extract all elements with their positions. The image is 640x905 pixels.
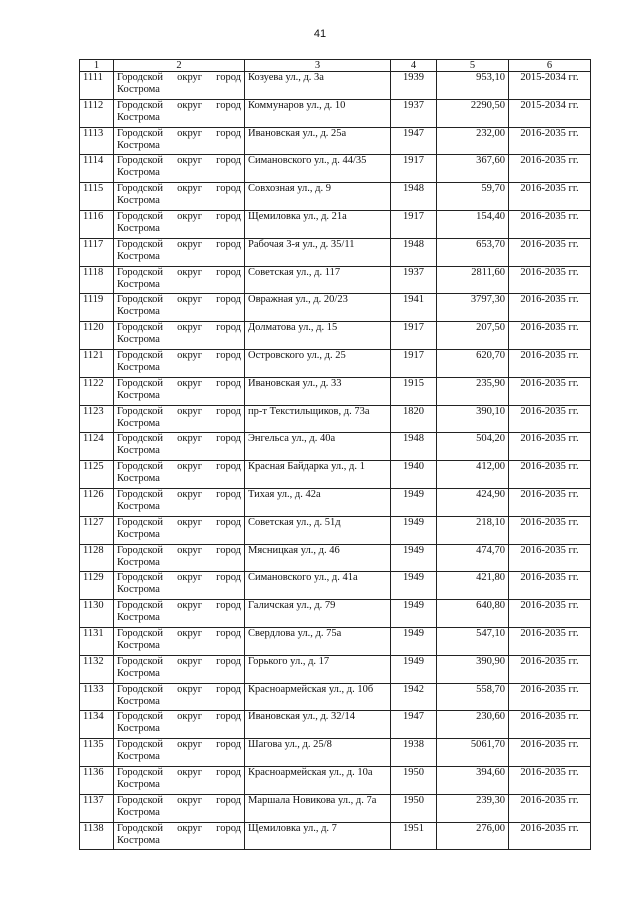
period-cell: 2016-2035 гг. (509, 683, 591, 711)
row-number: 1135 (80, 739, 114, 767)
table-row (80, 711, 591, 739)
year-cell: 1915 (391, 377, 437, 405)
table-row (80, 627, 591, 655)
area-cell: 154,40 (437, 210, 509, 238)
period-cell: 2016-2035 гг. (509, 711, 591, 739)
column-number-row (80, 60, 591, 72)
area-cell: 2811,60 (437, 266, 509, 294)
table-row (80, 155, 591, 183)
row-number: 1129 (80, 572, 114, 600)
year-cell: 1917 (391, 210, 437, 238)
table-row (80, 405, 591, 433)
table-row (80, 572, 591, 600)
municipality-cell: Городской округ город Кострома (114, 433, 245, 461)
row-number: 1125 (80, 461, 114, 489)
table-row (80, 266, 591, 294)
municipality-cell: Городской округ город Кострома (114, 488, 245, 516)
address-cell: Ивановская ул., д. 33 (245, 377, 391, 405)
period-cell: 2016-2035 гг. (509, 516, 591, 544)
table-row (80, 127, 591, 155)
row-number: 1120 (80, 322, 114, 350)
area-cell: 547,10 (437, 627, 509, 655)
municipality-cell: Городской округ город Кострома (114, 544, 245, 572)
municipality-cell: Городской округ город Кострома (114, 72, 245, 100)
period-cell: 2016-2035 гг. (509, 210, 591, 238)
row-number: 1138 (80, 822, 114, 850)
municipality-cell: Городской округ город Кострома (114, 627, 245, 655)
period-cell: 2016-2035 гг. (509, 349, 591, 377)
column-header: 5 (437, 60, 509, 72)
row-number: 1111 (80, 72, 114, 100)
year-cell: 1937 (391, 99, 437, 127)
address-cell: Тихая ул., д. 42а (245, 488, 391, 516)
address-cell: Ивановская ул., д. 25а (245, 127, 391, 155)
year-cell: 1950 (391, 794, 437, 822)
area-cell: 421,80 (437, 572, 509, 600)
period-cell: 2016-2035 гг. (509, 322, 591, 350)
address-cell: Красная Байдарка ул., д. 1 (245, 461, 391, 489)
municipality-cell: Городской округ город Кострома (114, 322, 245, 350)
period-cell: 2016-2035 гг. (509, 739, 591, 767)
column-header: 3 (245, 60, 391, 72)
table-row (80, 766, 591, 794)
table-row (80, 238, 591, 266)
year-cell: 1939 (391, 72, 437, 100)
area-cell: 232,00 (437, 127, 509, 155)
municipality-cell: Городской округ город Кострома (114, 349, 245, 377)
address-cell: Коммунаров ул., д. 10 (245, 99, 391, 127)
table-row (80, 377, 591, 405)
row-number: 1119 (80, 294, 114, 322)
year-cell: 1949 (391, 627, 437, 655)
area-cell: 390,90 (437, 655, 509, 683)
address-cell: пр-т Текстильщиков, д. 73а (245, 405, 391, 433)
address-cell: Козуева ул., д. 3а (245, 72, 391, 100)
year-cell: 1948 (391, 433, 437, 461)
period-cell: 2015-2034 гг. (509, 72, 591, 100)
address-cell: Свердлова ул., д. 75а (245, 627, 391, 655)
area-cell: 558,70 (437, 683, 509, 711)
year-cell: 1949 (391, 544, 437, 572)
area-cell: 390,10 (437, 405, 509, 433)
period-cell: 2016-2035 гг. (509, 544, 591, 572)
row-number: 1117 (80, 238, 114, 266)
address-cell: Советская ул., д. 51д (245, 516, 391, 544)
year-cell: 1948 (391, 183, 437, 211)
table-row (80, 433, 591, 461)
period-cell: 2016-2035 гг. (509, 433, 591, 461)
municipality-cell: Городской округ город Кострома (114, 822, 245, 850)
row-number: 1112 (80, 99, 114, 127)
year-cell: 1948 (391, 238, 437, 266)
table-row (80, 461, 591, 489)
year-cell: 1949 (391, 572, 437, 600)
page-number: 41 (313, 28, 327, 40)
municipality-cell: Городской округ город Кострома (114, 572, 245, 600)
area-cell: 412,00 (437, 461, 509, 489)
year-cell: 1941 (391, 294, 437, 322)
row-number: 1115 (80, 183, 114, 211)
table-row (80, 600, 591, 628)
address-cell: Советская ул., д. 117 (245, 266, 391, 294)
row-number: 1123 (80, 405, 114, 433)
municipality-cell: Городской округ город Кострома (114, 294, 245, 322)
area-cell: 474,70 (437, 544, 509, 572)
table-row (80, 739, 591, 767)
table-row (80, 72, 591, 100)
area-cell: 3797,30 (437, 294, 509, 322)
area-cell: 207,50 (437, 322, 509, 350)
row-number: 1136 (80, 766, 114, 794)
period-cell: 2016-2035 гг. (509, 794, 591, 822)
row-number: 1128 (80, 544, 114, 572)
municipality-cell: Городской округ город Кострома (114, 766, 245, 794)
year-cell: 1917 (391, 349, 437, 377)
row-number: 1130 (80, 600, 114, 628)
address-cell: Симановского ул., д. 41а (245, 572, 391, 600)
year-cell: 1949 (391, 516, 437, 544)
period-cell: 2016-2035 гг. (509, 655, 591, 683)
year-cell: 1940 (391, 461, 437, 489)
period-cell: 2016-2035 гг. (509, 377, 591, 405)
address-cell: Долматова ул., д. 15 (245, 322, 391, 350)
year-cell: 1947 (391, 711, 437, 739)
municipality-cell: Городской округ город Кострома (114, 655, 245, 683)
municipality-cell: Городской округ город Кострома (114, 794, 245, 822)
period-cell: 2016-2035 гг. (509, 238, 591, 266)
municipality-cell: Городской округ город Кострома (114, 461, 245, 489)
table-row (80, 683, 591, 711)
area-cell: 394,60 (437, 766, 509, 794)
address-cell: Островского ул., д. 25 (245, 349, 391, 377)
table-row (80, 822, 591, 850)
area-cell: 653,70 (437, 238, 509, 266)
table-row (80, 516, 591, 544)
year-cell: 1938 (391, 739, 437, 767)
table-row (80, 183, 591, 211)
municipality-cell: Городской округ город Кострома (114, 739, 245, 767)
year-cell: 1950 (391, 766, 437, 794)
period-cell: 2016-2035 гг. (509, 294, 591, 322)
area-cell: 276,00 (437, 822, 509, 850)
area-cell: 620,70 (437, 349, 509, 377)
row-number: 1121 (80, 349, 114, 377)
municipality-cell: Городской округ город Кострома (114, 99, 245, 127)
address-cell: Горького ул., д. 17 (245, 655, 391, 683)
row-number: 1122 (80, 377, 114, 405)
row-number: 1132 (80, 655, 114, 683)
address-cell: Мясницкая ул., д. 46 (245, 544, 391, 572)
area-cell: 504,20 (437, 433, 509, 461)
year-cell: 1949 (391, 655, 437, 683)
municipality-cell: Городской округ город Кострома (114, 683, 245, 711)
municipality-cell: Городской округ город Кострома (114, 155, 245, 183)
year-cell: 1942 (391, 683, 437, 711)
area-cell: 2290,50 (437, 99, 509, 127)
table-row (80, 210, 591, 238)
year-cell: 1937 (391, 266, 437, 294)
address-cell: Ивановская ул., д. 32/14 (245, 711, 391, 739)
row-number: 1124 (80, 433, 114, 461)
year-cell: 1947 (391, 127, 437, 155)
address-cell: Энгельса ул., д. 40а (245, 433, 391, 461)
area-cell: 230,60 (437, 711, 509, 739)
row-number: 1118 (80, 266, 114, 294)
period-cell: 2016-2035 гг. (509, 600, 591, 628)
address-cell: Рабочая 3-я ул., д. 35/11 (245, 238, 391, 266)
address-cell: Совхозная ул., д. 9 (245, 183, 391, 211)
address-cell: Шагова ул., д. 25/8 (245, 739, 391, 767)
area-cell: 218,10 (437, 516, 509, 544)
address-cell: Красноармейская ул., д. 10а (245, 766, 391, 794)
period-cell: 2016-2035 гг. (509, 405, 591, 433)
period-cell: 2016-2035 гг. (509, 155, 591, 183)
municipality-cell: Городской округ город Кострома (114, 405, 245, 433)
column-header: 2 (114, 60, 245, 72)
table-row (80, 294, 591, 322)
table-row (80, 794, 591, 822)
row-number: 1126 (80, 488, 114, 516)
municipality-cell: Городской округ город Кострома (114, 516, 245, 544)
period-cell: 2016-2035 гг. (509, 461, 591, 489)
municipality-cell: Городской округ город Кострома (114, 600, 245, 628)
table-row (80, 488, 591, 516)
area-cell: 5061,70 (437, 739, 509, 767)
address-cell: Овражная ул., д. 20/23 (245, 294, 391, 322)
year-cell: 1949 (391, 600, 437, 628)
period-cell: 2016-2035 гг. (509, 127, 591, 155)
address-cell: Красноармейская ул., д. 10б (245, 683, 391, 711)
row-number: 1116 (80, 210, 114, 238)
year-cell: 1951 (391, 822, 437, 850)
row-number: 1134 (80, 711, 114, 739)
area-cell: 640,80 (437, 600, 509, 628)
address-cell: Симановского ул., д. 44/35 (245, 155, 391, 183)
table-row (80, 322, 591, 350)
row-number: 1137 (80, 794, 114, 822)
municipality-cell: Городской округ город Кострома (114, 127, 245, 155)
row-number: 1133 (80, 683, 114, 711)
municipality-cell: Городской округ город Кострома (114, 377, 245, 405)
year-cell: 1820 (391, 405, 437, 433)
period-cell: 2016-2035 гг. (509, 822, 591, 850)
municipality-cell: Городской округ город Кострома (114, 238, 245, 266)
period-cell: 2016-2035 гг. (509, 488, 591, 516)
row-number: 1131 (80, 627, 114, 655)
address-cell: Щемиловка ул., д. 21а (245, 210, 391, 238)
municipality-cell: Городской округ город Кострома (114, 210, 245, 238)
row-number: 1114 (80, 155, 114, 183)
municipality-cell: Городской округ город Кострома (114, 711, 245, 739)
municipality-cell: Городской округ город Кострома (114, 183, 245, 211)
table-row (80, 99, 591, 127)
column-header: 4 (391, 60, 437, 72)
area-cell: 239,30 (437, 794, 509, 822)
area-cell: 424,90 (437, 488, 509, 516)
area-cell: 953,10 (437, 72, 509, 100)
area-cell: 367,60 (437, 155, 509, 183)
year-cell: 1917 (391, 322, 437, 350)
table-row (80, 655, 591, 683)
area-cell: 235,90 (437, 377, 509, 405)
address-cell: Маршала Новикова ул., д. 7а (245, 794, 391, 822)
housing-registry-table (79, 59, 591, 850)
municipality-cell: Городской округ город Кострома (114, 266, 245, 294)
period-cell: 2016-2035 гг. (509, 766, 591, 794)
period-cell: 2015-2034 гг. (509, 99, 591, 127)
year-cell: 1949 (391, 488, 437, 516)
row-number: 1127 (80, 516, 114, 544)
column-header: 6 (509, 60, 591, 72)
period-cell: 2016-2035 гг. (509, 572, 591, 600)
table-row (80, 349, 591, 377)
period-cell: 2016-2035 гг. (509, 183, 591, 211)
period-cell: 2016-2035 гг. (509, 627, 591, 655)
year-cell: 1917 (391, 155, 437, 183)
address-cell: Галичская ул., д. 79 (245, 600, 391, 628)
column-header: 1 (80, 60, 114, 72)
area-cell: 59,70 (437, 183, 509, 211)
address-cell: Щемиловка ул., д. 7 (245, 822, 391, 850)
row-number: 1113 (80, 127, 114, 155)
period-cell: 2016-2035 гг. (509, 266, 591, 294)
table-row (80, 544, 591, 572)
